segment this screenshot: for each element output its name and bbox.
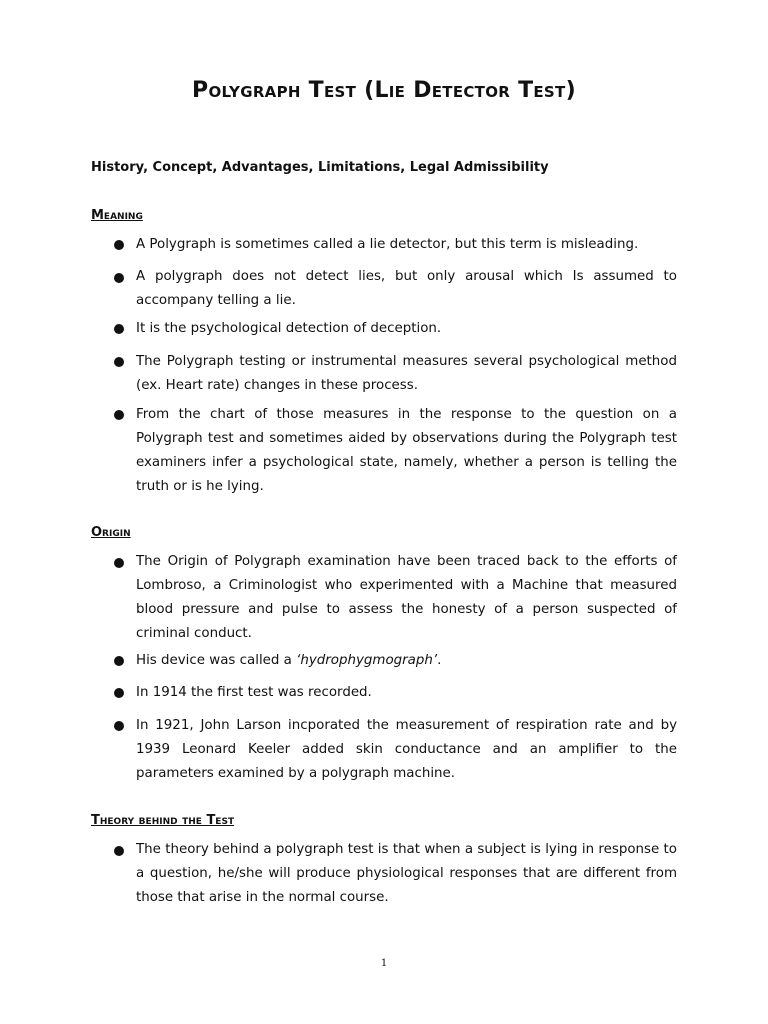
list-item-text: A polygraph does not detect lies, but only arousal which Is assumed to accompany telling a lie. [136, 269, 677, 308]
document-subtitle: History, Concept, Advantages, Limitations, Legal Admissibility [91, 160, 549, 175]
document-title: Polygraph Test (Lie Detector Test) [192, 78, 576, 103]
bullet-icon [114, 558, 124, 568]
bullet-icon [114, 688, 124, 698]
section-heading-origin: Origin [91, 525, 131, 540]
bullet-icon [114, 357, 124, 367]
list-item-text: In 1921, John Larson incporated the measurement of respiration rate and by 1939 Leonard Keeler added skin conductance and an amplifier to the parameters examined by a polygraph machine. [136, 718, 677, 781]
bullet-icon [114, 846, 124, 856]
bullet-icon [114, 273, 124, 283]
list-item-text: It is the psychological detection of deception. [136, 321, 442, 336]
device-term: ‘hydrophygmograph’ [296, 653, 438, 668]
bullet-icon [114, 410, 124, 420]
list-item-text: From the chart of those measures in the response to the question on a Polygraph test and sometimes aided by observations during the Polygraph test examiners infer a psychological state, namely, whether a person is telling the truth or is he lying. [136, 407, 677, 494]
section-heading-meaning: Meaning [91, 208, 143, 223]
section-heading-theory: Theory behind the Test [91, 813, 235, 828]
list-item-text: The Polygraph testing or instrumental measures several psychological method (ex. Heart rate) changes in these process. [136, 354, 677, 393]
page-number: 1 [380, 958, 388, 969]
bullet-icon [114, 240, 124, 250]
list-item-text: The Origin of Polygraph examination have been traced back to the efforts of Lombroso, a Criminologist who experimented with a Machine that measured blood pressure and pulse to assess the honesty of a person suspected of criminal conduct. [136, 554, 677, 641]
bullet-icon [114, 324, 124, 334]
list-item-text [136, 649, 677, 673]
list-item-text: A Polygraph is sometimes called a lie detector, but this term is misleading. [136, 237, 639, 252]
device-text-suffix: . [437, 653, 442, 668]
device-text-prefix: His device was called a [136, 653, 297, 668]
bullet-icon [114, 721, 124, 731]
list-item-text: In 1914 the first test was recorded. [136, 685, 372, 700]
list-item-text: The theory behind a polygraph test is that when a subject is lying in response to a question, he/she will produce physiological responses that are different from those that arise in the normal course. [136, 842, 677, 905]
bullet-icon [114, 656, 124, 666]
